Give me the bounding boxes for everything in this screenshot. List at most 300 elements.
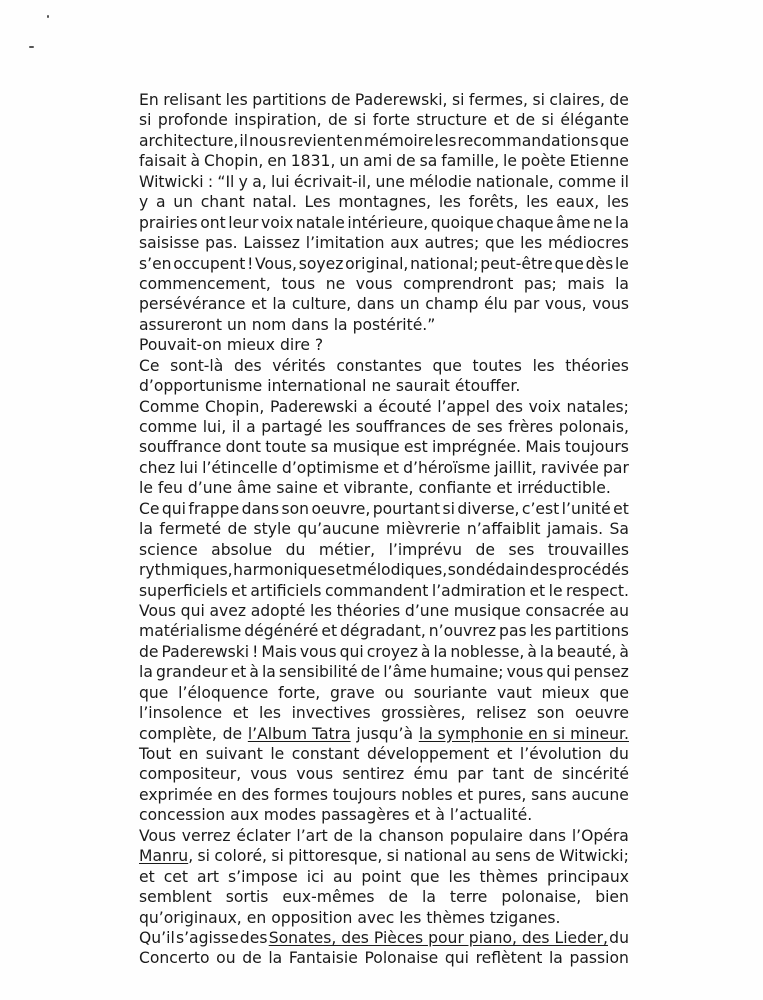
word: pensez [573, 663, 629, 682]
word: science [139, 540, 198, 559]
word: un [339, 152, 360, 171]
word: exprimée [139, 785, 213, 804]
word: “Il [217, 172, 235, 191]
word: eaux, [555, 193, 600, 212]
word: matérialisme [139, 622, 242, 641]
word: rythmiques, [139, 561, 233, 580]
text-line [139, 437, 629, 457]
word: consacrée [525, 601, 605, 620]
word: vous [299, 642, 337, 661]
word: Vous [139, 601, 177, 620]
underlined-title: la symphonie en si mineur. [418, 724, 629, 743]
text-line [139, 662, 629, 682]
text-line [139, 294, 629, 314]
word: qu’aucune [297, 520, 380, 539]
word: de [515, 111, 536, 130]
word: semblent [139, 888, 212, 907]
word: étouffer. [454, 377, 521, 396]
word: opposition [271, 908, 353, 927]
text-line [139, 417, 629, 437]
word: architecture, [139, 131, 239, 150]
word: les [434, 131, 457, 150]
word: le [548, 581, 563, 600]
word: de [227, 520, 248, 539]
text-line [139, 724, 629, 744]
word: aux [390, 234, 419, 253]
word: thèmes [426, 908, 485, 927]
word: d’héroïsme [403, 458, 491, 477]
word: que [485, 234, 515, 253]
word: théories [336, 601, 401, 620]
word: ému [413, 765, 449, 784]
word: fermes, [468, 91, 528, 109]
word: croyez [366, 642, 418, 661]
word: Witwicki [139, 172, 204, 191]
scan-speck [29, 46, 34, 48]
word: champ [425, 295, 479, 314]
word: suivant [205, 745, 263, 763]
word: de [222, 724, 243, 743]
word: de [242, 949, 262, 968]
word: du [609, 928, 629, 947]
word: y [139, 193, 149, 212]
word: des [495, 397, 523, 416]
word: chanson [378, 826, 444, 845]
word: et [414, 806, 431, 825]
word: vous [296, 765, 334, 784]
text-line [139, 499, 629, 519]
word: le [614, 254, 629, 273]
word: le [503, 152, 517, 171]
word: des [529, 561, 558, 580]
word: comme [557, 172, 617, 191]
word: nationale, [475, 172, 554, 191]
text-line [139, 356, 629, 376]
word: toujours [332, 785, 397, 804]
word: pittoresque, [288, 847, 383, 866]
word: relisant [163, 91, 222, 109]
word: et [613, 499, 629, 518]
word: sincérité [561, 765, 629, 784]
word: verrez [181, 826, 231, 845]
text-line [139, 581, 629, 601]
word: natale [295, 213, 345, 232]
word: Paderewski [269, 397, 358, 416]
word: profonde [157, 111, 228, 130]
word: ou [384, 683, 404, 702]
word: toujours [565, 438, 629, 457]
word: les [532, 356, 555, 375]
word: en [343, 131, 363, 150]
word: éclater [236, 826, 291, 845]
text-line [139, 703, 629, 723]
word: a [363, 397, 373, 416]
punctuation: , [188, 847, 194, 866]
word: ses [476, 418, 503, 436]
word: concession [139, 806, 226, 825]
word: un [173, 193, 193, 212]
text-line [139, 172, 629, 192]
word: écrivait-il, [293, 172, 372, 191]
word: et [496, 479, 513, 498]
word: dégradant, [340, 622, 426, 641]
word: frappe [188, 499, 240, 518]
word: national; [410, 254, 479, 273]
word: partagé [261, 418, 323, 436]
word: et [232, 704, 249, 723]
word: ont [200, 213, 226, 232]
text-line [139, 213, 629, 233]
word: l’appel [437, 397, 490, 416]
word: dans [528, 826, 567, 845]
word: relisez [476, 704, 527, 723]
word: les [309, 601, 333, 620]
word: élu [484, 295, 508, 314]
word: original, [345, 254, 409, 273]
text-line [139, 764, 629, 784]
word: par [513, 295, 540, 314]
word: comprendront [403, 274, 514, 293]
word: ne [593, 213, 613, 232]
word [139, 846, 193, 866]
word: de [333, 826, 354, 845]
word: imprégnée. [432, 438, 522, 457]
word: de [396, 152, 416, 171]
word: que [432, 356, 462, 375]
word: aux [230, 806, 259, 825]
word: si [386, 847, 400, 866]
word: et [457, 785, 474, 804]
word: superficiels [139, 581, 228, 600]
word: en [178, 745, 199, 763]
word: Ce [139, 356, 160, 375]
word: Comme [139, 397, 200, 416]
word: à [527, 642, 537, 661]
word: ! [247, 254, 254, 273]
word: a [246, 418, 256, 436]
text-line [139, 151, 629, 171]
word: culture, [291, 295, 352, 314]
word: que [599, 131, 629, 150]
word: son [447, 561, 476, 580]
word: les [520, 234, 543, 253]
word: populaire [449, 826, 523, 845]
word: sortis [225, 888, 269, 907]
word: forêts, [468, 193, 519, 212]
text-line [139, 867, 629, 887]
word: complète, [139, 724, 217, 743]
word: par [457, 765, 484, 784]
word: si [451, 91, 465, 109]
word: le [139, 479, 153, 498]
word: cet [163, 867, 188, 886]
word: les [438, 193, 461, 212]
word: sentirez [342, 765, 405, 784]
word: autres; [424, 234, 480, 253]
word: Ce [139, 499, 160, 518]
word: et [321, 622, 338, 641]
word: sa [310, 438, 329, 457]
word: de [609, 91, 629, 109]
word: au [471, 847, 491, 866]
word: des [233, 356, 262, 375]
word: la [139, 520, 153, 539]
word: sens [495, 847, 531, 866]
word: à [249, 663, 259, 682]
word: style [253, 520, 291, 539]
word: frères [508, 418, 554, 436]
text-line [139, 601, 629, 621]
word: s’agisse [175, 928, 239, 947]
word: comme [139, 418, 198, 436]
word: la [272, 295, 287, 314]
word: et [383, 458, 399, 477]
word: l’âme [383, 663, 427, 682]
word: oeuvre, [311, 499, 371, 518]
word: l’étincelle [202, 458, 278, 477]
word: Mais [261, 642, 297, 661]
word: ! [252, 642, 259, 661]
word: et [231, 581, 247, 600]
word: de [139, 642, 159, 661]
word: souffrance [139, 438, 222, 457]
word: diverse, [457, 499, 520, 518]
text-line [139, 826, 629, 846]
word: assureront [139, 315, 222, 334]
word: un [226, 315, 247, 334]
word: et [335, 561, 352, 580]
word: nous [249, 131, 287, 150]
text-line [139, 519, 629, 539]
word: la [539, 642, 554, 661]
word: qui [180, 601, 205, 620]
word: avec [357, 908, 395, 927]
word: chaque [496, 213, 554, 232]
word: et [230, 663, 247, 682]
word: du [285, 540, 306, 559]
word: mieux [226, 336, 276, 355]
word: Les [304, 193, 331, 212]
word: artificiels [250, 581, 322, 600]
word: Mais [525, 438, 561, 457]
word: aucune [571, 785, 629, 804]
word: point [361, 867, 402, 886]
word: peut-être [480, 254, 553, 273]
word: et [493, 111, 510, 130]
word: saine [276, 479, 318, 498]
word: vous [355, 274, 393, 293]
word: et [322, 479, 339, 498]
word: absolue [211, 540, 273, 559]
word: ? [314, 336, 324, 355]
word: l’imitation [305, 234, 385, 253]
word: : [207, 172, 214, 191]
word: Laissez [243, 234, 300, 253]
word: grossières, [381, 704, 466, 723]
word: compositeur, [139, 765, 242, 784]
word: polonais, [558, 418, 629, 436]
word: constant [291, 745, 360, 763]
word: inspiration, [234, 111, 322, 130]
word: de [360, 663, 381, 682]
word: postérité.” [352, 315, 436, 334]
word: Qu’il [139, 928, 175, 947]
word: il [620, 172, 629, 191]
word: saurait [395, 377, 450, 396]
word: et [251, 295, 267, 314]
word: la [548, 949, 563, 968]
word: recommandations [457, 131, 599, 150]
word: bien [595, 888, 629, 907]
word: Paderewski [161, 642, 250, 661]
word: y [238, 172, 248, 191]
word: ne [325, 274, 346, 293]
word: il [231, 418, 241, 436]
word: élégante [560, 111, 629, 130]
word: commencement, [139, 274, 271, 293]
word: modes [263, 806, 317, 825]
word: polonaise, [501, 888, 582, 907]
word: Chopin, [204, 397, 265, 416]
word: harmoniques [233, 561, 336, 580]
text-line [139, 478, 629, 498]
word: reflètent [475, 949, 543, 968]
word: les [526, 193, 549, 212]
word: ou [216, 949, 236, 968]
word: qui [444, 949, 469, 968]
word: à [420, 642, 431, 661]
word: si [271, 847, 284, 866]
word: n’ouvrez [428, 622, 497, 641]
word: forte [372, 111, 410, 130]
word: occupent [173, 254, 246, 273]
word: jamais. [547, 520, 604, 539]
word: commandent [324, 581, 429, 600]
text-line [139, 458, 629, 478]
word: si [353, 111, 367, 130]
word: s’impose [228, 867, 298, 886]
word: ravivée [540, 458, 599, 477]
word: partitions [554, 622, 629, 641]
word: feu [157, 479, 183, 498]
word: sensibilité [278, 663, 358, 682]
word: adopté [250, 601, 306, 620]
word: qui [546, 663, 571, 682]
word: les [529, 622, 552, 641]
word: si [442, 499, 455, 518]
word: à [435, 806, 445, 825]
word: vous [592, 295, 629, 314]
word: passagères [321, 806, 410, 825]
text-line [139, 560, 629, 580]
word: Concerto [139, 949, 210, 968]
word: ami [363, 152, 393, 171]
word: la [433, 642, 448, 661]
word: saisisse [139, 234, 200, 253]
word: principaux [547, 867, 629, 886]
text-line [139, 192, 629, 212]
word: vous [250, 765, 288, 784]
word: l’unité [561, 499, 611, 518]
word: Polonaise [364, 949, 439, 968]
word: la [333, 315, 348, 334]
word: partitions [252, 91, 327, 109]
word: leur [228, 213, 259, 232]
word: par [603, 458, 629, 477]
word: a [155, 193, 166, 212]
word: l’art [296, 826, 328, 845]
word: il [239, 131, 249, 150]
word: prairies [139, 213, 198, 232]
word: jaillit, [494, 458, 537, 477]
word: lui [179, 458, 198, 477]
word: mièvrerie [385, 520, 461, 539]
underlined-title: Manru [139, 847, 189, 866]
word: Pouvait-on [139, 336, 222, 355]
word: que [599, 683, 629, 702]
text-line [139, 90, 629, 110]
word: en [246, 908, 267, 927]
word: Vous [139, 826, 177, 845]
word: à [619, 642, 629, 661]
word: vérités [272, 356, 326, 375]
word: quoique [430, 213, 494, 232]
word: l’admiration [431, 581, 526, 600]
text-line [139, 254, 629, 274]
word: l’éloquence [178, 683, 269, 702]
word: Witwicki; [559, 847, 629, 866]
word: vibrante, [343, 479, 414, 498]
word: ici [306, 867, 324, 886]
word: de [451, 418, 472, 436]
text-line [139, 621, 629, 641]
word: Etienne [569, 152, 629, 171]
word: si [541, 111, 555, 130]
word: poète [520, 152, 566, 171]
word: la [615, 274, 629, 293]
word: montagnes, [338, 193, 432, 212]
word: d’une [187, 479, 233, 498]
word: forte, [278, 683, 321, 702]
word: noblesse, [450, 642, 525, 661]
word: passion [569, 949, 629, 968]
word: thèmes [479, 867, 539, 886]
word: c’est [521, 499, 560, 518]
word: sa [419, 152, 438, 171]
word: jusqu’à [356, 724, 414, 743]
word: dédain [475, 561, 530, 580]
word: humaine; [429, 663, 504, 682]
word: le [270, 745, 285, 763]
word: En [139, 91, 159, 109]
word: mélodie [409, 172, 472, 191]
word: mais [567, 274, 605, 293]
word: son [536, 704, 565, 723]
word: vous [506, 663, 544, 682]
word: voix [528, 397, 561, 416]
word: âme [556, 213, 591, 232]
word: les [258, 704, 282, 723]
text-line [139, 744, 629, 764]
word: et [496, 745, 513, 763]
word: trouvailles [547, 540, 629, 559]
word: développement [366, 745, 490, 763]
word: chez [139, 458, 176, 477]
word: claires, [549, 91, 605, 109]
word: de [533, 765, 553, 784]
text-line [139, 805, 629, 825]
word: les [327, 418, 350, 436]
